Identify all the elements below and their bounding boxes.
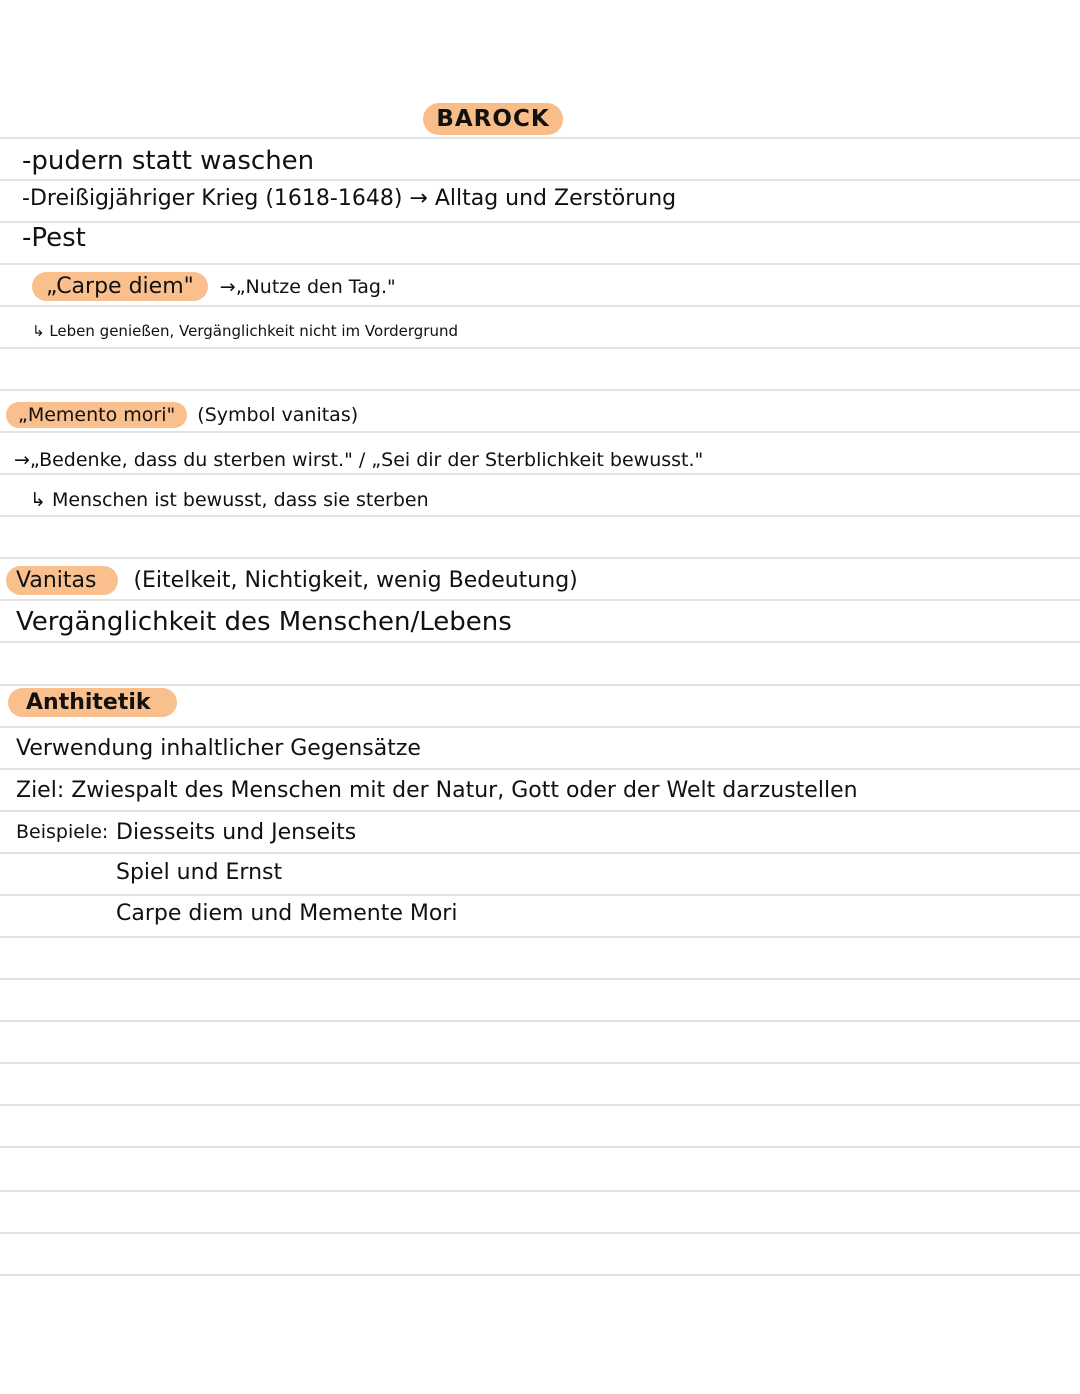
ruled-line (0, 179, 1080, 181)
ruled-line (0, 978, 1080, 980)
ruled-line (0, 515, 1080, 517)
vanitas-definition: Vergänglichkeit des Menschen/Lebens (16, 607, 512, 637)
carpe-diem-explanation: ↳ Leben genießen, Vergänglichkeit nicht im Vordergrund (32, 322, 458, 340)
ruled-line (0, 810, 1080, 812)
memento-mori-row (6, 402, 358, 428)
ruled-line (0, 347, 1080, 349)
intro-item-3: -Pest (22, 223, 86, 253)
ruled-line (0, 641, 1080, 643)
antithetik-row (8, 688, 177, 717)
ruled-line (0, 1274, 1080, 1276)
antithetik-example-2: Spiel und Ernst (116, 860, 283, 885)
ruled-line (0, 221, 1080, 223)
ruled-line (0, 305, 1080, 307)
ruled-line (0, 1146, 1080, 1148)
ruled-line (0, 389, 1080, 391)
ruled-line (0, 852, 1080, 854)
antithetik-definition: Verwendung inhaltlicher Gegensätze (16, 736, 421, 761)
ruled-line (0, 137, 1080, 139)
intro-item-2: -Dreißigjähriger Krieg (1618-1648) → Alltag und Zerstörung (22, 186, 677, 211)
antithetik-examples-label: Beispiele: (16, 821, 109, 843)
ruled-line (0, 1020, 1080, 1022)
ruled-line (0, 557, 1080, 559)
ruled-line (0, 599, 1080, 601)
carpe-diem-translation: →„Nutze den Tag." (219, 276, 396, 298)
ruled-line (0, 473, 1080, 475)
ruled-line (0, 684, 1080, 686)
ruled-line (0, 936, 1080, 938)
ruled-line (0, 726, 1080, 728)
ruled-line (0, 1232, 1080, 1234)
antithetik-example-3: Carpe diem und Memente Mori (116, 901, 458, 926)
vanitas-note: (Eitelkeit, Nichtigkeit, wenig Bedeutung) (133, 568, 578, 593)
memento-mori-label: „Memento mori" (6, 402, 187, 428)
ruled-line (0, 1190, 1080, 1192)
antithetik-goal: Ziel: Zwiespalt des Menschen mit der Natur, Gott oder der Welt darzustellen (16, 778, 858, 803)
ruled-line (0, 1104, 1080, 1106)
vanitas-row (6, 566, 578, 595)
ruled-line (0, 768, 1080, 770)
memento-mori-explanation: ↳ Menschen ist bewusst, dass sie sterben (30, 489, 429, 511)
vanitas-label: Vanitas (6, 566, 118, 595)
ruled-line (0, 263, 1080, 265)
intro-item-1: -pudern statt waschen (22, 146, 315, 176)
ruled-line (0, 894, 1080, 896)
ruled-line (0, 1062, 1080, 1064)
carpe-diem-label: „Carpe diem" (32, 272, 208, 301)
antithetik-label: Anthitetik (8, 688, 177, 717)
page-title: BAROCK (423, 103, 563, 135)
ruled-line (0, 431, 1080, 433)
memento-mori-note: (Symbol vanitas) (197, 404, 359, 426)
carpe-diem-row (32, 272, 396, 301)
antithetik-example-1: Diesseits und Jenseits (116, 820, 357, 845)
memento-mori-translation: →„Bedenke, dass du sterben wirst." / „Sei dir der Sterblichkeit bewusst." (14, 449, 704, 471)
